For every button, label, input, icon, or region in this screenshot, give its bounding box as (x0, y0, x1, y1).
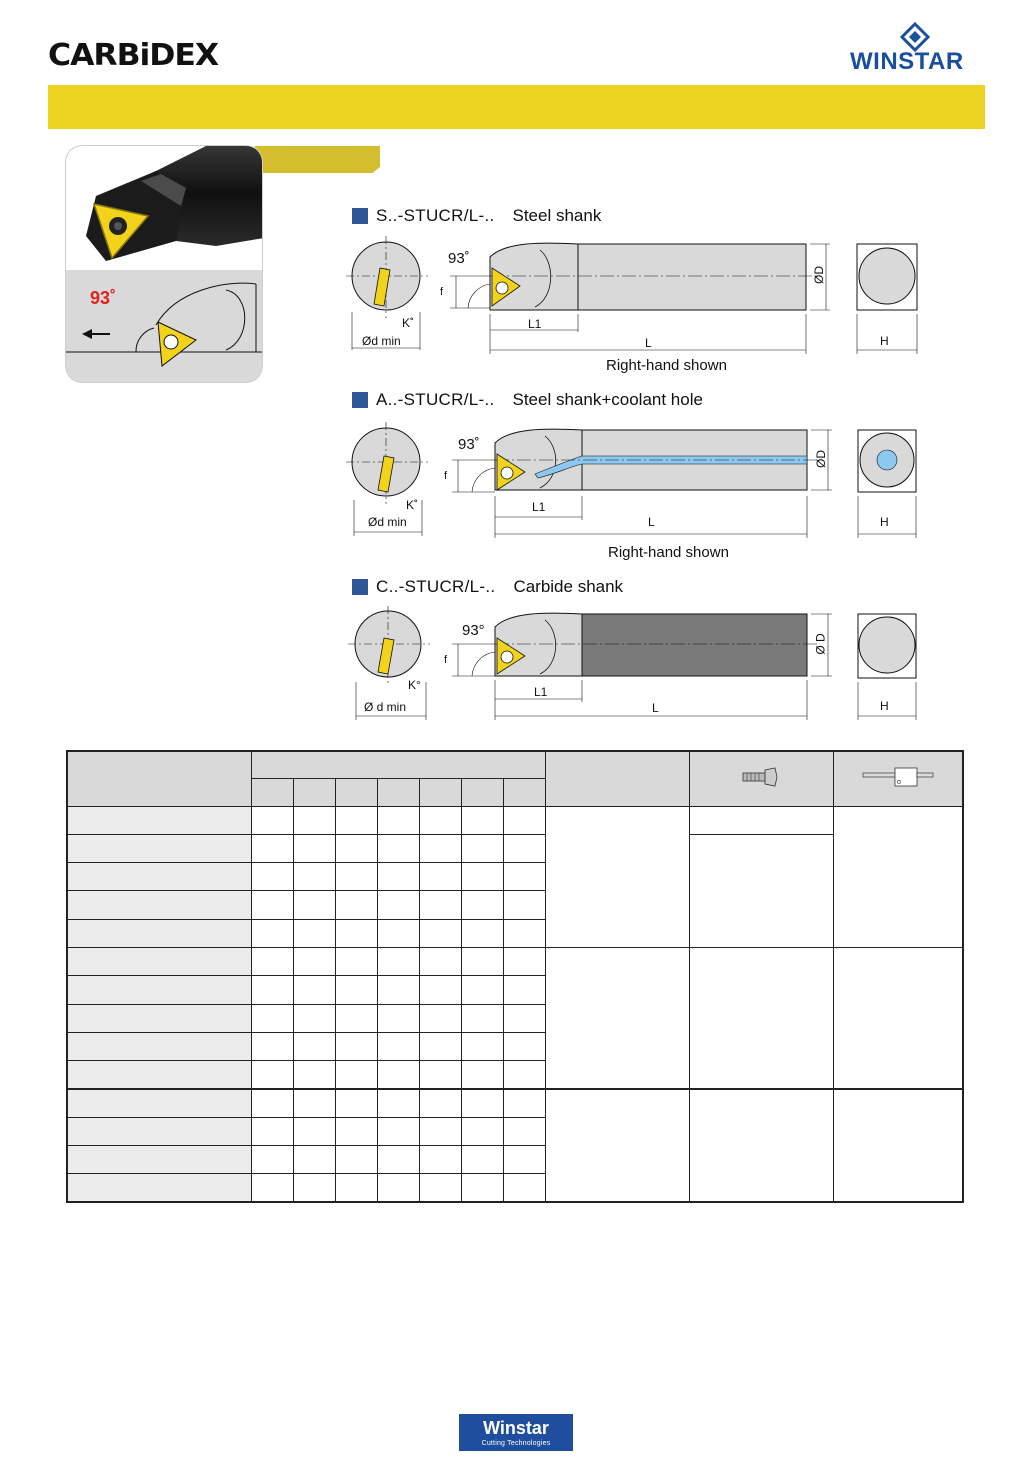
dim-cell (419, 1004, 461, 1032)
screw-cell (689, 834, 833, 947)
designation-cell (67, 1117, 251, 1145)
k-label: K˚ (406, 498, 418, 512)
section-code: C..-STUCR/L-.. (376, 577, 496, 596)
dim-cell (335, 1089, 377, 1117)
dim-cell (503, 1146, 545, 1174)
dim-cell (251, 834, 293, 862)
dim-cell (377, 1146, 419, 1174)
screw-cell (689, 947, 833, 1088)
dim-cell (293, 1032, 335, 1060)
dim-col-header (251, 778, 293, 806)
dim-cell (377, 1117, 419, 1145)
key-cell (833, 806, 963, 947)
key-cell (833, 947, 963, 1088)
section-code: A..-STUCR/L-.. (376, 390, 495, 409)
dim-cell (293, 806, 335, 834)
dim-cell (335, 806, 377, 834)
k-label: K° (408, 678, 421, 692)
table-row (67, 1089, 963, 1117)
dim-cell (419, 947, 461, 975)
section-tab (255, 146, 380, 173)
dim-cell (461, 1174, 503, 1202)
dim-cell (293, 976, 335, 1004)
section-marker-square (352, 579, 368, 595)
dim-cell (503, 1032, 545, 1060)
l1-label: L1 (532, 500, 546, 514)
dim-cell (461, 919, 503, 947)
dim-cell (461, 834, 503, 862)
dim-cell (293, 834, 335, 862)
dim-col-header (461, 778, 503, 806)
designation-cell (67, 806, 251, 834)
dim-cell (335, 1146, 377, 1174)
dim-cell (335, 947, 377, 975)
dim-col-header (335, 778, 377, 806)
dim-col-header (419, 778, 461, 806)
screw-cell (689, 1089, 833, 1202)
dim-cell (461, 976, 503, 1004)
dim-cell (251, 863, 293, 891)
dim-cell (335, 834, 377, 862)
table-row (67, 834, 963, 862)
dim-cell (251, 1174, 293, 1202)
dim-cell (293, 947, 335, 975)
title-band (48, 85, 985, 129)
torx-key-icon (861, 764, 935, 790)
dim-cell (503, 863, 545, 891)
header-key (833, 751, 963, 806)
od-label: ØD (812, 266, 826, 284)
section-code: S..-STUCR/L-.. (376, 206, 495, 225)
designation-cell (67, 1146, 251, 1174)
diagram-caption: Right-hand shown (606, 357, 727, 374)
section-description: Steel shank+coolant hole (512, 390, 703, 409)
dim-cell (251, 1061, 293, 1089)
designation-cell (67, 1004, 251, 1032)
footer-tagline: Cutting Technologies (481, 1440, 551, 1447)
designation-cell (67, 1032, 251, 1060)
dim-cell (419, 1032, 461, 1060)
table-row (67, 806, 963, 834)
dim-cell (503, 806, 545, 834)
l-label: L (645, 336, 652, 350)
dim-cell (335, 1004, 377, 1032)
dim-cell (293, 1061, 335, 1089)
h-label: H (880, 334, 889, 348)
dim-cell (335, 1174, 377, 1202)
dim-cell (377, 1061, 419, 1089)
dim-cell (251, 891, 293, 919)
dim-cell (377, 1032, 419, 1060)
h-label: H (880, 515, 889, 529)
dim-cell (461, 1061, 503, 1089)
designation-cell (67, 863, 251, 891)
section-marker-square (352, 208, 368, 224)
dim-cell (293, 919, 335, 947)
dim-cell (251, 1032, 293, 1060)
dim-cell (419, 863, 461, 891)
diagram-caption: Right-hand shown (608, 544, 729, 561)
dim-cell (461, 1032, 503, 1060)
dim-cell (419, 919, 461, 947)
angle-label: 93˚ (448, 250, 470, 267)
dim-cell (335, 863, 377, 891)
insert-cell (545, 806, 689, 947)
winstar-wordmark: WINSTAR (850, 48, 964, 75)
dim-cell (377, 834, 419, 862)
designation-cell (67, 919, 251, 947)
dim-cell (335, 1061, 377, 1089)
screw-cell (689, 806, 833, 834)
l-label: L (652, 701, 659, 715)
dim-cell (503, 891, 545, 919)
dim-cell (335, 1117, 377, 1145)
dim-cell (293, 1174, 335, 1202)
dim-cell (419, 1061, 461, 1089)
dim-cell (419, 1146, 461, 1174)
designation-cell (67, 947, 251, 975)
dim-cell (419, 1174, 461, 1202)
dim-cell (419, 976, 461, 1004)
coolant-shank-diagram (340, 418, 940, 548)
tool-photo (66, 146, 262, 270)
dim-cell (377, 1089, 419, 1117)
dim-cell (293, 1146, 335, 1174)
dim-cell (293, 863, 335, 891)
designation-cell (67, 1089, 251, 1117)
dmin-label: Ød min (368, 515, 407, 529)
insert-screw-icon (741, 766, 781, 788)
designation-cell (67, 891, 251, 919)
dim-cell (251, 1089, 293, 1117)
designation-cell (67, 976, 251, 1004)
section-carbide-shank-title (352, 576, 623, 598)
designation-cell (67, 1174, 251, 1202)
spec-table (66, 750, 964, 1203)
dim-cell (377, 1174, 419, 1202)
od-label: ØD (814, 450, 828, 468)
dim-cell (293, 1089, 335, 1117)
dim-col-header (503, 778, 545, 806)
key-cell (833, 1089, 963, 1202)
carbidex-logo: CARBiDEX (48, 38, 219, 73)
dim-cell (461, 806, 503, 834)
winstar-footer-badge (459, 1414, 573, 1451)
dim-cell (419, 1117, 461, 1145)
h-label: H (880, 699, 889, 713)
header-screw (689, 751, 833, 806)
dim-cell (377, 891, 419, 919)
dim-cell (419, 806, 461, 834)
section-steel-shank-title (352, 205, 601, 227)
dim-cell (419, 834, 461, 862)
dim-cell (335, 976, 377, 1004)
dim-cell (503, 919, 545, 947)
dim-cell (503, 1174, 545, 1202)
dim-cell (461, 1004, 503, 1032)
winstar-logo (850, 22, 985, 75)
angle-label: 93° (462, 622, 485, 639)
od-label: Ø D (813, 633, 828, 655)
dim-cell (335, 1032, 377, 1060)
dim-cell (503, 1117, 545, 1145)
dmin-label: Ø d min (364, 700, 407, 714)
header-designation (67, 751, 251, 806)
dim-cell (251, 1117, 293, 1145)
dim-cell (503, 834, 545, 862)
section-description: Steel shank (512, 206, 602, 225)
dim-cell (461, 891, 503, 919)
l-label: L (648, 515, 655, 529)
dim-cell (251, 1004, 293, 1032)
angle-label: 93˚ (90, 288, 117, 308)
dim-cell (335, 919, 377, 947)
f-label: f (444, 470, 448, 482)
section-marker-square (352, 392, 368, 408)
insert-cell (545, 1089, 689, 1202)
section-coolant-shank-title (352, 389, 703, 411)
carbide-shank-diagram (340, 602, 940, 726)
dim-cell (461, 1117, 503, 1145)
cutting-angle-sketch (66, 270, 262, 382)
designation-cell (67, 834, 251, 862)
f-label: f (440, 286, 444, 298)
dim-cell (377, 863, 419, 891)
dim-cell (461, 947, 503, 975)
dim-col-header (377, 778, 419, 806)
dim-cell (293, 1004, 335, 1032)
dim-cell (251, 1146, 293, 1174)
insert-cell (545, 947, 689, 1088)
dim-cell (335, 891, 377, 919)
dim-cell (461, 1089, 503, 1117)
dim-cell (377, 806, 419, 834)
header-dimensions (251, 751, 545, 778)
dim-col-header (293, 778, 335, 806)
dim-cell (419, 891, 461, 919)
dim-cell (503, 1089, 545, 1117)
dim-cell (377, 947, 419, 975)
dim-cell (251, 976, 293, 1004)
dim-cell (251, 947, 293, 975)
table-row (67, 947, 963, 975)
dim-cell (503, 976, 545, 1004)
f-label: f (444, 654, 448, 666)
dim-cell (293, 891, 335, 919)
dim-cell (377, 919, 419, 947)
k-label: K˚ (402, 316, 414, 330)
dim-cell (251, 806, 293, 834)
dmin-label: Ød min (362, 334, 401, 348)
dim-cell (503, 1004, 545, 1032)
l1-label: L1 (528, 317, 542, 331)
angle-label: 93˚ (458, 436, 480, 453)
section-description: Carbide shank (513, 577, 624, 596)
steel-shank-diagram (340, 232, 940, 360)
l1-label: L1 (534, 685, 548, 699)
product-photo-card (66, 146, 262, 382)
dim-cell (293, 1117, 335, 1145)
dim-cell (251, 919, 293, 947)
header-insert (545, 751, 689, 806)
dim-cell (461, 863, 503, 891)
dim-cell (419, 1089, 461, 1117)
dim-cell (377, 976, 419, 1004)
dim-cell (461, 1146, 503, 1174)
dim-cell (377, 1004, 419, 1032)
footer-brand: Winstar (483, 1418, 549, 1438)
dim-cell (503, 947, 545, 975)
designation-cell (67, 1061, 251, 1089)
dim-cell (503, 1061, 545, 1089)
